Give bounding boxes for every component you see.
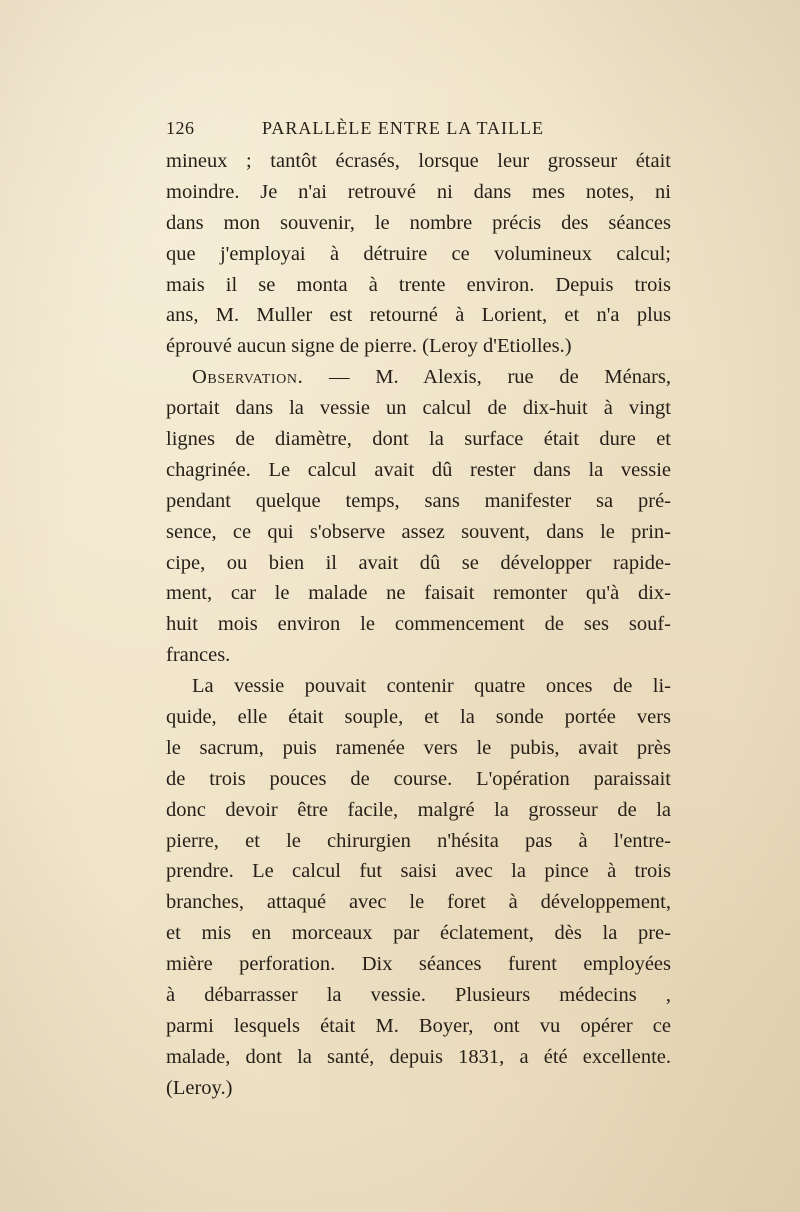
text-line: et mis en morceaux par éclatement, dès la pre- xyxy=(166,922,671,945)
text-line: ment, car le malade ne faisait remonter qu'à dix- xyxy=(166,582,671,605)
text-line: quide, elle était souple, et la sonde portée vers xyxy=(166,706,671,729)
text-line: portait dans la vessie un calcul de dix-huit à vingt xyxy=(166,397,671,420)
text-line: dans mon souvenir, le nombre précis des séances xyxy=(166,211,671,234)
text-line: pendant quelque temps, sans manifester sa pré- xyxy=(166,489,671,512)
running-head xyxy=(166,118,671,146)
observation-label: Observation. xyxy=(192,366,304,389)
text-line: (Leroy.) xyxy=(166,1076,233,1099)
text-line: frances. xyxy=(166,644,231,667)
text-line: ans, M. Muller est retourné à Lorient, et n'a plus xyxy=(166,304,671,327)
text-line: branches, attaqué avec le foret à développement, xyxy=(166,891,671,914)
text-line: de trois pouces de course. L'opération paraissait xyxy=(166,767,671,790)
observation-intro: — M. Alexis, rue de Ménars, xyxy=(303,366,671,389)
observation-heading-line xyxy=(166,362,671,393)
text-line: le sacrum, puis ramenée vers le pubis, avait près xyxy=(166,736,671,759)
text-line: moindre. Je n'ai retrouvé ni dans mes notes, ni xyxy=(166,180,671,203)
text-line: mais il se monta à trente environ. Depuis trois xyxy=(166,273,671,296)
text-line: huit mois environ le commencement de ses souf- xyxy=(166,613,671,636)
running-title: PARALLÈLE ENTRE LA TAILLE xyxy=(262,118,545,138)
text-line: mineux ; tantôt écrasés, lorsque leur grosseur était xyxy=(166,150,671,172)
body-text xyxy=(166,146,671,1104)
text-line: cipe, ou bien il avait dû se développer rapide- xyxy=(166,551,671,574)
text-line: que j'employai à détruire ce volumineux calcul; xyxy=(166,242,671,265)
page-number: 126 xyxy=(166,118,195,138)
text-line: pierre, et le chirurgien n'hésita pas à l'entre- xyxy=(166,829,671,852)
text-line: chagrinée. Le calcul avait dû rester dans la vessie xyxy=(166,458,671,481)
text-line: parmi lesquels était M. Boyer, ont vu opérer ce xyxy=(166,1014,671,1037)
text-line: prendre. Le calcul fut saisi avec la pince à trois xyxy=(166,860,671,883)
text-line: mière perforation. Dix séances furent employées xyxy=(166,953,671,976)
text-line: sence, ce qui s'observe assez souvent, dans le prin- xyxy=(166,520,671,543)
text-line: lignes de diamètre, dont la surface était dure et xyxy=(166,428,671,451)
text-line: malade, dont la santé, depuis 1831, a été excellente. xyxy=(166,1045,671,1068)
text-line: éprouvé aucun signe de pierre. (Leroy d'Etiolles.) xyxy=(166,335,572,358)
text-line: La vessie pouvait contenir quatre onces de li- xyxy=(192,675,671,698)
text-line: donc devoir être facile, malgré la grosseur de la xyxy=(166,798,671,821)
text-line: à débarrasser la vessie. Plusieurs médecins , xyxy=(166,984,671,1007)
